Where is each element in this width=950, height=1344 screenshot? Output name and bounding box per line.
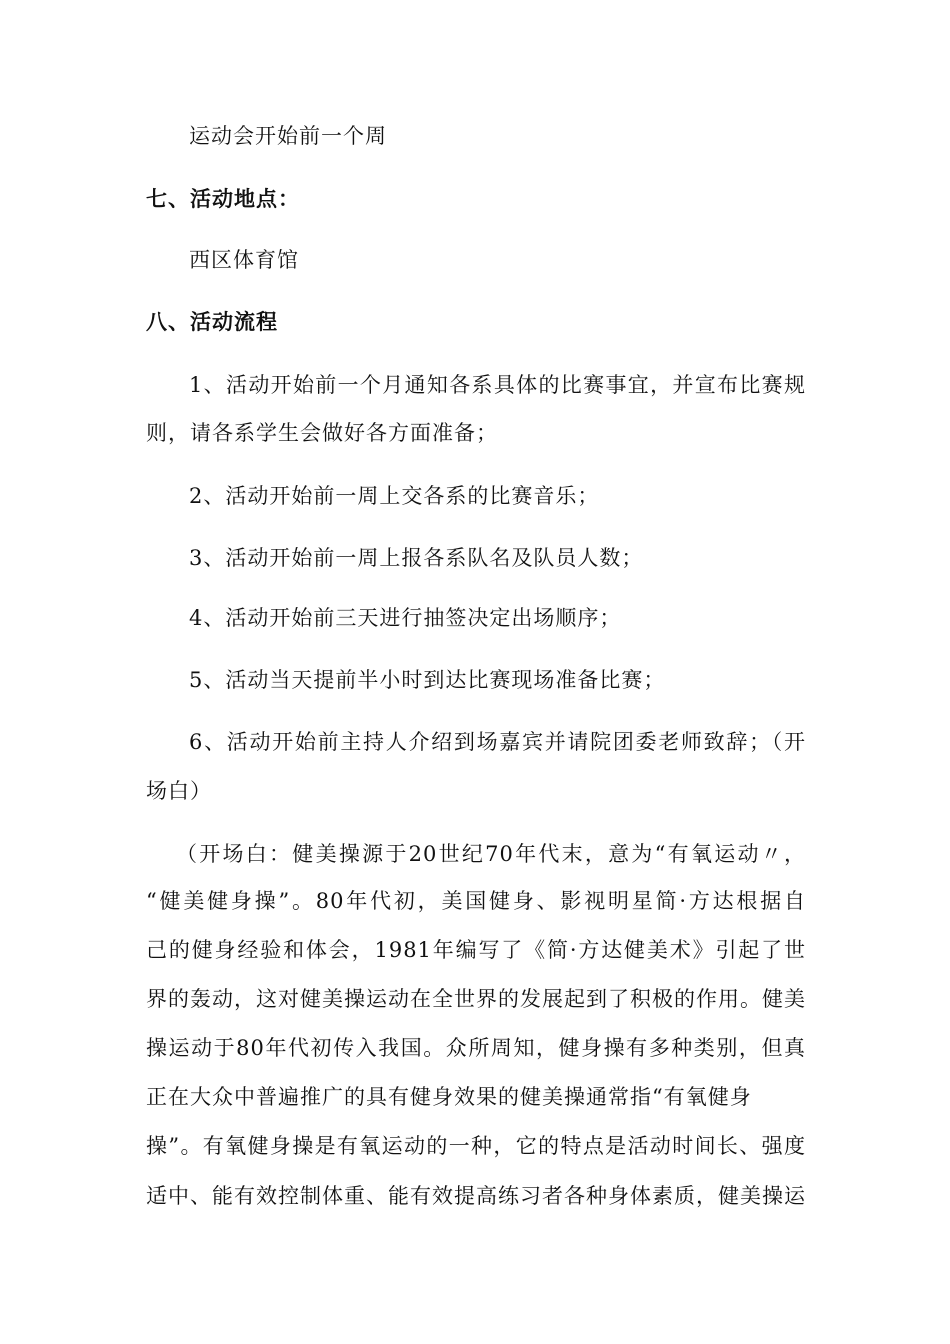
flow-heading: 八、活动流程 xyxy=(146,310,278,334)
step-6-line-1: 6、活动开始前主持人介绍到场嘉宾并请院团委老师致辞；（开 xyxy=(189,730,806,754)
opening-line-6: 正在大众中普遍推广的具有健身效果的健美操通常指“有氧健身 xyxy=(146,1085,752,1109)
opening-line-2: “健美健身操”。80年代初，美国健身、影视明星简·方达根据自 xyxy=(146,889,806,913)
step-6-line-2: 场白） xyxy=(146,779,212,803)
opening-line-3: 己的健身经验和体会，1981年编写了《简·方达健美术》引起了世 xyxy=(146,938,806,962)
step-2: 2、活动开始前一周上交各系的比赛音乐； xyxy=(189,484,600,508)
step-3: 3、活动开始前一周上报各系队名及队员人数； xyxy=(189,546,644,570)
location-heading: 七、活动地点： xyxy=(146,187,300,211)
step-1-line-1: 1、活动开始前一个月通知各系具体的比赛事宜，并宣布比赛规 xyxy=(189,373,806,397)
opening-line-1: （开场白：健美操源于20世纪70年代末，意为“有氧运动〃， xyxy=(176,842,806,866)
location-value: 西区体育馆 xyxy=(189,248,299,272)
opening-line-7: 操”。有氧健身操是有氧运动的一种，它的特点是活动时间长、强度 xyxy=(146,1134,806,1158)
opening-line-4: 界的轰动，这对健美操运动在全世界的发展起到了积极的作用。健美 xyxy=(146,987,806,1011)
opening-line-5: 操运动于80年代初传入我国。众所周知，健身操有多种类别，但真 xyxy=(146,1036,806,1060)
time-value: 运动会开始前一个周 xyxy=(189,124,387,148)
step-4: 4、活动开始前三天进行抽签决定出场顺序； xyxy=(189,606,622,630)
step-1-line-2: 则，请各系学生会做好各方面准备； xyxy=(146,421,498,445)
step-5: 5、活动当天提前半小时到达比赛现场准备比赛； xyxy=(189,668,666,692)
opening-line-8: 适中、能有效控制体重、能有效提高练习者各种身体素质，健美操运 xyxy=(146,1184,806,1208)
